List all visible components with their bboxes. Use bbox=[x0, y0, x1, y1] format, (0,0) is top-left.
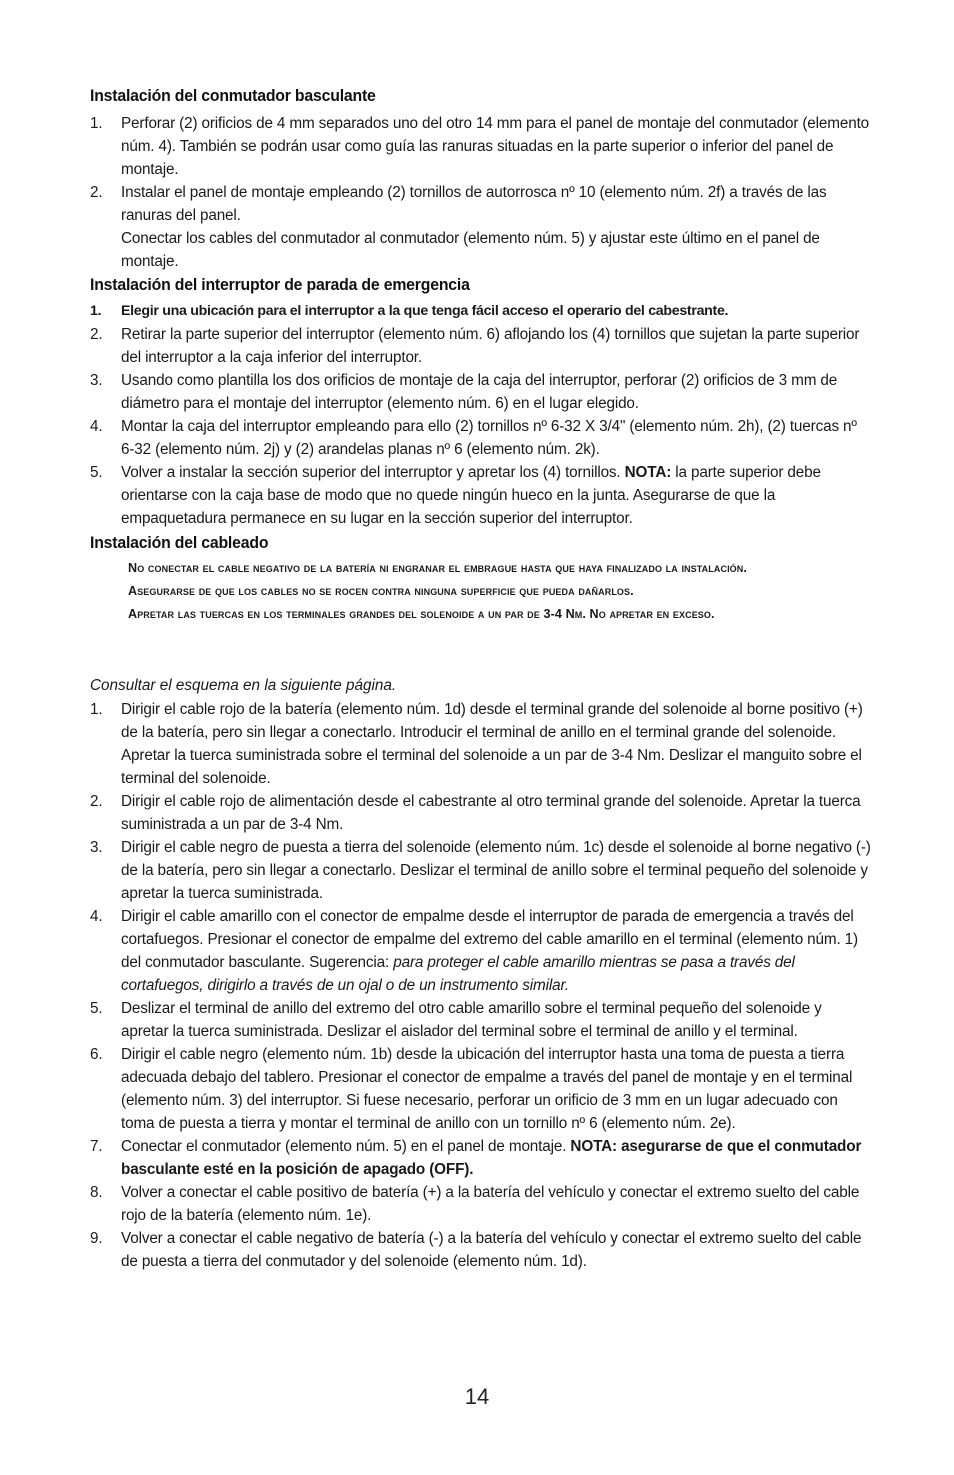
list-item: 3. Dirigir el cable negro de puesta a tierra del solenoide (elemento núm. 1c) desde el solenoide al borne negativo (-) de la batería, pero sin llegar a conectarlo. Deslizar el terminal de anillo sobre el terminal pequeño del solenoide y apretar la tuerca suministrada. bbox=[90, 839, 871, 902]
list-item: 2. Instalar el panel de montaje empleando (2) tornillos de autorrosca nº 10 (elemento núm. 2f) a través de las ranuras del panel. bbox=[90, 184, 827, 224]
list-item: 4. Montar la caja del interruptor empleando para ello (2) tornillos nº 6-32 X 3/4" (elemento núm. 2h), (2) tuercas nº 6-32 (elemento núm. 2j) y (2) arandelas planas nº 6 (elemento núm. 2k). bbox=[90, 418, 857, 458]
rocker-steps-list bbox=[90, 112, 872, 273]
wiring-steps-list bbox=[90, 698, 872, 1273]
warning-text: Asegurarse de que los cables no se rocen contra ninguna superficie que pueda dañarlos. bbox=[128, 584, 634, 598]
list-item: 7. Conectar el conmutador (elemento núm. 5) en el panel de montaje. NOTA: asegurarse de que el conmutador basculante esté en la posición de apagado (OFF). bbox=[90, 1138, 862, 1178]
warning-text: No conectar el cable negativo de la batería ni engranar el embrague hasta que haya finalizado la instalación. bbox=[128, 561, 747, 575]
list-item: 1. Perforar (2) orificios de 4 mm separados uno del otro 14 mm para el panel de montaje del conmutador (elemento núm. 4). También se podrán usar como guía las ranuras situadas en la parte superior o inferior del panel de montaje. bbox=[90, 115, 870, 178]
wiring-warnings bbox=[128, 557, 848, 626]
list-item: 5. Volver a instalar la sección superior del interruptor y apretar los (4) tornillos. NOTA: la parte superior debe orientarse con la caja base de modo que no quede ningún hueco en la junta. Asegurarse de que la empaquetadura permanece en su lugar en la sección superior del interruptor. bbox=[90, 464, 821, 527]
list-item: 6. Dirigir el cable negro (elemento núm. 1b) desde la ubicación del interruptor hasta una toma de puesta a tierra adecuada debajo del tablero. Presionar el conector de empalme a través del panel de montaje y en el terminal (elemento núm. 3) del interruptor. Si fuese necesario, perforar un orificio de 3 mm en un lugar adecuado con toma de puesta a tierra y montar el terminal de anillo con un tornillo nº 6 (elemento núm. 2e). bbox=[90, 1046, 853, 1132]
section-title-emergency-switch: Instalación del interruptor de parada de emergencia bbox=[90, 275, 470, 294]
emergency-steps-list bbox=[90, 300, 872, 530]
list-item: 9. Volver a conectar el cable negativo de batería (-) a la batería del vehículo y conectar el extremo suelto del cable de puesta a tierra del conmutador y del solenoide (elemento núm. 1d). bbox=[90, 1230, 862, 1270]
list-item: 2. Dirigir el cable rojo de alimentación desde el cabestrante al otro terminal grande del solenoide. Apretar la tuerca suministrada a un par de 3-4 Nm. bbox=[90, 793, 861, 833]
list-item: 4. Dirigir el cable amarillo con el conector de empalme desde el interruptor de parada de emergencia a través del cortafuegos. Presionar el conector de empalme del extremo del cable amarillo en el terminal (elemento núm. 1) del conmutador basculante. Sugerencia: para proteger el cable amarillo mientras se pasa a través del cortafuegos, dirigirlo a través de un ojal o de un instrumento similar. bbox=[90, 908, 858, 994]
list-item: 1. Elegir una ubicación para el interruptor a la que tenga fácil acceso el operario del cabestrante. bbox=[90, 303, 729, 319]
list-item: 1. Dirigir el cable rojo de la batería (elemento núm. 1d) desde el terminal grande del solenoide al borne positivo (+) de la batería, pero sin llegar a conectarlo. Introducir el terminal de anillo en el terminal grande del solenoide. Apretar la tuerca suministrada sobre el terminal del solenoide a un par de 3-4 Nm. Deslizar el manguito sobre el terminal del solenoide. bbox=[90, 701, 863, 787]
warning-text: Apretar las tuercas en los terminales grandes del solenoide a un par de 3-4 Nm. No apretar en exceso. bbox=[128, 607, 715, 621]
list-item: 2. Retirar la parte superior del interruptor (elemento núm. 6) aflojando los (4) tornillos que sujetan la parte superior del interruptor a la caja inferior del interruptor. bbox=[90, 326, 860, 366]
list-item: 3. Usando como plantilla los dos orificios de montaje de la caja del interruptor, perforar (2) orificios de 3 mm de diámetro para el montaje del interruptor (elemento núm. 6) en el lugar elegido. bbox=[90, 372, 838, 412]
section-title-rocker-switch: Instalación del conmutador basculante bbox=[90, 86, 376, 105]
section-title-wiring: Instalación del cableado bbox=[90, 533, 269, 552]
list-item: 8. Volver a conectar el cable positivo de batería (+) a la batería del vehículo y conectar el extremo suelto del cable rojo de la batería (elemento núm. 1e). bbox=[90, 1184, 860, 1224]
page-number: 14 bbox=[464, 1384, 490, 1409]
continuation-text: Conectar los cables del conmutador al conmutador (elemento núm. 5) y ajustar este último en el panel de montaje. bbox=[121, 230, 820, 270]
schematic-note: Consultar el esquema en la siguiente página. bbox=[90, 677, 397, 694]
list-item: 5. Deslizar el terminal de anillo del extremo del otro cable amarillo sobre el terminal pequeño del solenoide y apretar la tuerca suministrada. Deslizar el aislador del terminal sobre el terminal de anillo y el terminal. bbox=[90, 1000, 822, 1040]
